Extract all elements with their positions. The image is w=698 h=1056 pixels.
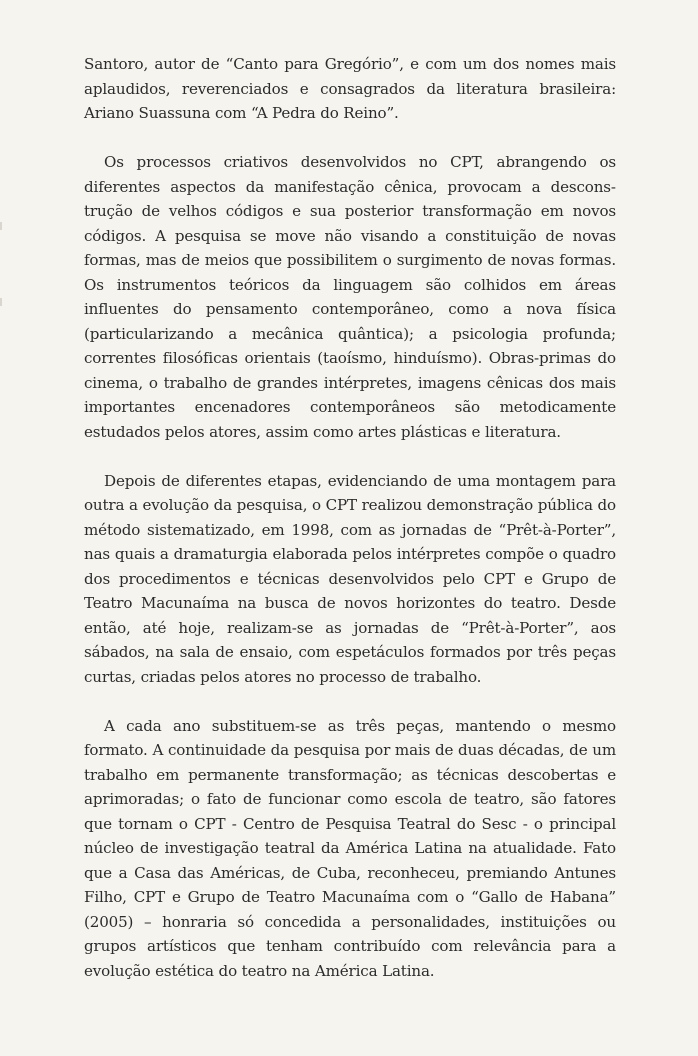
paragraph-continuation: Santoro, autor de “Canto para Gregório”, e com um dos nomes mais aplaudidos, reverenciados e consagrados da literatura brasileira: Ariano Suassuna com “A Pedra do Reino”. (84, 55, 616, 122)
page-edge-mark (0, 298, 2, 306)
page-edge-mark (0, 222, 2, 230)
paragraph-creative-processes: Os processos criativos desenvolvidos no CPT, abrangendo os diferentes aspectos da manifestação cênica, provocam a desconstrução de velhos códigos e sua posterior transformação em novos códigos. A pesquisa se move não visando a constituição de novas formas, mas de meios que possibilitem o surgimento de novas formas. Os instrumentos teóricos da linguagem são colhidos em áreas influentes do pensamento contemporâneo, como a nova física (particularizando a mecânica quântica); a psicologia profunda; correntes filosóficas orientais (taoísmo, hinduísmo). Obras-primas do cinema, o trabalho de grandes intérpretes, imagens cênicas dos mais importantes encenadores contemporâneos são metodicamente estudados pelos atores, assim como artes plásticas e literatura. (84, 153, 616, 441)
document-body (84, 52, 616, 983)
paragraph-pret-a-porter: Depois de diferentes etapas, evidenciando de uma montagem para outra a evolução da pesquisa, o CPT realizou demonstração pública do método sistematizado, em 1998, com as jornadas de “Prêt-à-Porter”, nas quais a dramaturgia elaborada pelos intérpretes compõe o quadro dos procedimentos e técnicas desenvolvidos pelo CPT e Grupo de Teatro Macunaíma na busca de novos horizontes do teatro. Desde então, até hoje, realizam-se as jornadas de “Prêt-à-Porter”, aos sábados, na sala de ensaio, com espetáculos formados por três peças curtas, criadas pelos atores no processo de trabalho. (84, 471, 616, 686)
paragraph-recognition: A cada ano substituem-se as três peças, mantendo o mesmo formato. A continuidade da pesquisa por mais de duas décadas, de um trabalho em permanente transformação; as técnicas descobertas e aprimoradas; o fato de funcionar como escola de teatro, são fatores que tornam o CPT - Centro de Pesquisa Teatral do Sesc - o principal núcleo de investigação teatral da América Latina na atualidade. Fato que a Casa das Américas, de Cuba, reconheceu, premiando Antunes Filho, CPT e Grupo de Teatro Macunaíma com o “Gallo de Habana” (2005) – honraria só concedida a personalidades, instituições ou grupos artísticos que tenham contribuído com relevância para a evolução estética do teatro na América Latina. (84, 716, 616, 980)
